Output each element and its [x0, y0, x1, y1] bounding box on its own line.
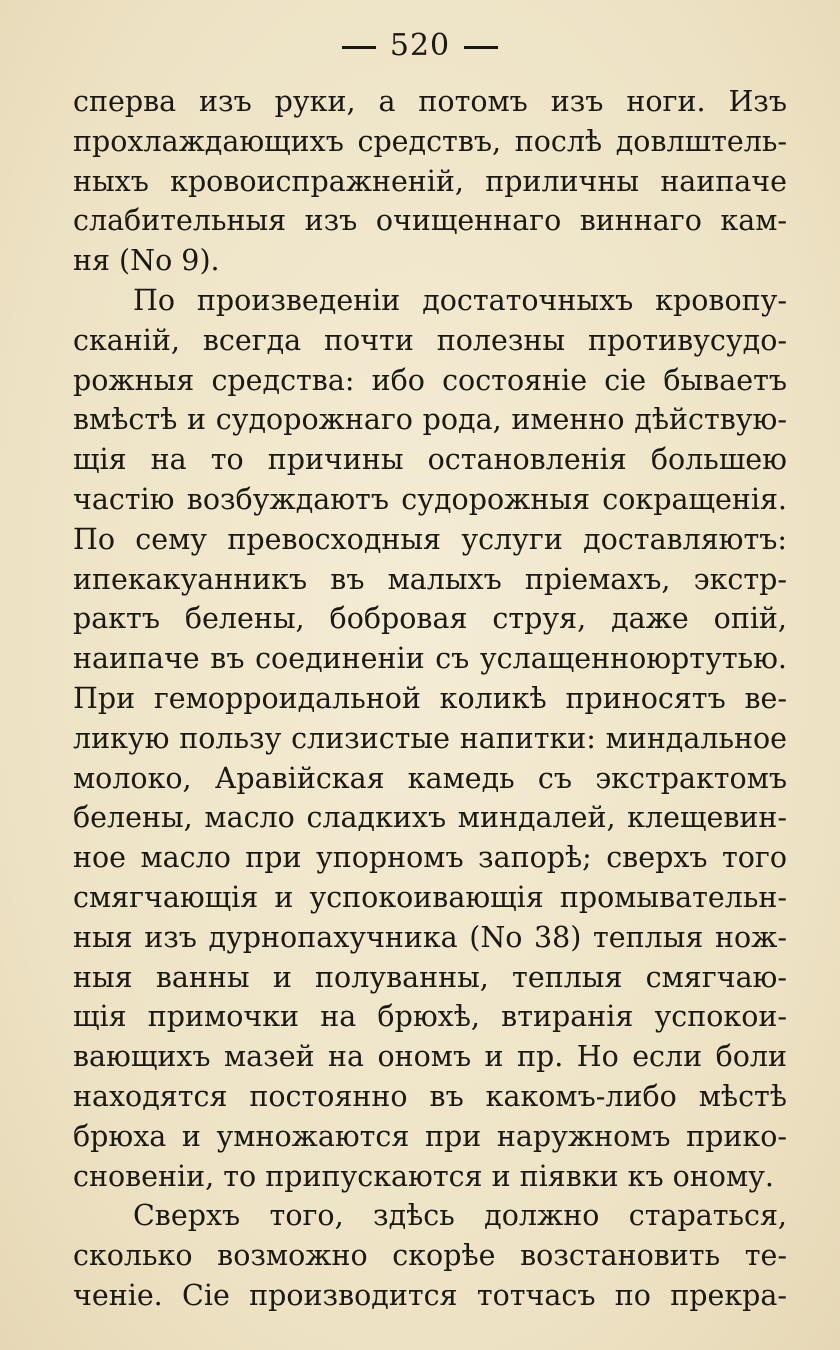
- header-dash-right: [464, 46, 498, 49]
- text-line: наипаче въ соединеніи съ услащенноюртутью.: [73, 642, 787, 676]
- text-line: рожныя средства: ибо состояніе сіе бываетъ: [73, 363, 787, 397]
- page-header: [0, 28, 840, 63]
- text-line: сперва изъ руки, а потомъ изъ ноги. Изъ: [73, 85, 787, 118]
- text-line: смягчающія и успокоивающія промывательн-: [73, 881, 787, 914]
- text-line: белены, масло сладкихъ миндалей, клещевин-: [73, 801, 787, 835]
- text-line: молоко, Аравійская камедь съ экстрактомъ: [73, 761, 787, 795]
- text-line: сканій, всегда почти полезны противусудо-: [73, 323, 787, 357]
- text-line: ныя ванны и полуванны, теплыя смягчаю-: [73, 960, 787, 994]
- text-line: ня (No 9).: [73, 244, 220, 278]
- text-line: ное масло при упорномъ запорѣ; сверхъ того: [73, 841, 787, 875]
- text-line: По сему превосходныя услуги доставляютъ:: [73, 522, 787, 556]
- text-line: брюха и умножаются при наружномъ прико-: [73, 1119, 787, 1153]
- text-line: прохлаждающихъ средствъ, послѣ довлштель-: [73, 124, 787, 158]
- text-line: ныя изъ дурнопахучника (No 38) теплыя нож-: [73, 920, 787, 954]
- text-line: частію возбуждаютъ судорожныя сокращенія.: [73, 483, 787, 516]
- text-line: ликую пользу слизистые напитки: миндальное: [73, 721, 787, 755]
- text-line: щія примочки на брюхѣ, втиранія успокои-: [73, 1000, 787, 1034]
- page-number: 520: [389, 28, 451, 63]
- text-line: При геморроидальной коликѣ приносятъ ве-: [73, 682, 787, 715]
- text-line: сновеніи, то припускаются и піявки къ оному.: [73, 1159, 774, 1193]
- text-line: вмѣстѣ и судорожнаго рода, именно дѣйствую-: [73, 403, 787, 437]
- text-line: щія на то причины остановленія большею: [73, 443, 787, 477]
- text-line: рактъ белены, бобровая струя, даже опій,: [73, 602, 787, 636]
- text-line: По произведеніи достаточныхъ кровопу-: [133, 284, 787, 317]
- text-line: сколько возможно скорѣе возстановить те-: [73, 1239, 787, 1273]
- text-line: слабительныя изъ очищеннаго виннаго кам-: [73, 204, 787, 238]
- text-line: находятся постоянно въ какомъ-либо мѣстѣ: [73, 1080, 787, 1113]
- text-line: вающихъ мазей на ономъ и пр. Но если боли: [73, 1040, 787, 1074]
- text-line: ченіе. Сіе производится тотчасъ по прекра-: [73, 1279, 787, 1312]
- header-dash-left: [342, 46, 376, 49]
- text-line: ипекакуанникъ въ малыхъ пріемахъ, экстр-: [73, 562, 787, 596]
- text-line: ныхъ кровоиспражненій, приличны наипаче: [73, 164, 787, 198]
- text-line: Сверхъ того, здѣсь должно стараться,: [133, 1199, 787, 1233]
